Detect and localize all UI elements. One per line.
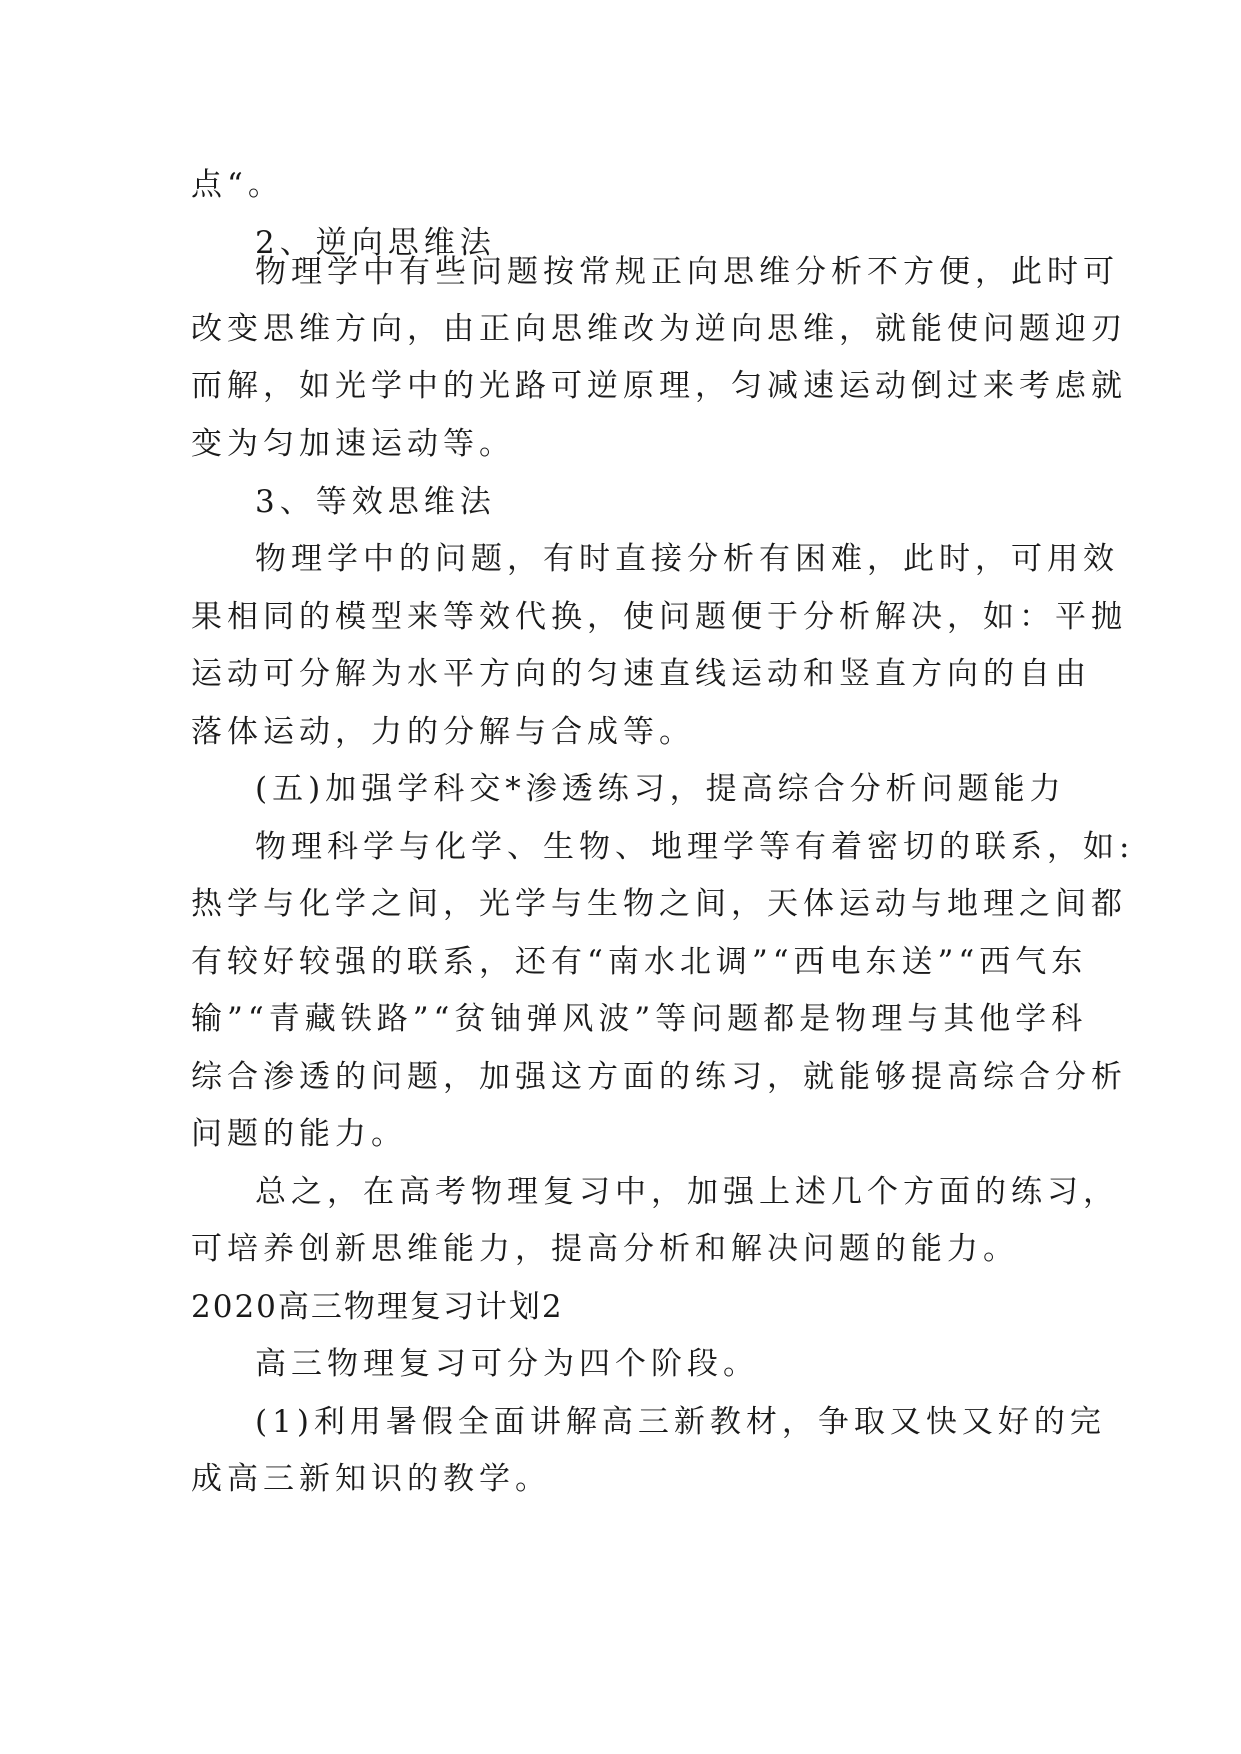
text-line: 物理科学与化学、生物、地理学等有着密切的联系，如:: [255, 829, 1135, 865]
text-line: 有较好较强的联系，还有“南水北调”“西电东送”“西气东: [191, 944, 1088, 980]
document-title: 2020高三物理复习计划2: [191, 1289, 564, 1325]
section-heading: 2、逆向思维法: [255, 225, 496, 261]
text-line: 果相同的模型来等效代换，使问题便于分析解决，如：平抛: [191, 599, 1127, 635]
text-line: 输”“青藏铁路”“贫铀弹风波”等问题都是物理与其他学科: [191, 1001, 1088, 1037]
text-line: 问题的能力。: [191, 1116, 407, 1152]
text-line: 高三物理复习可分为四个阶段。: [255, 1346, 759, 1382]
text-line: 物理学中的问题，有时直接分析有困难，此时，可用效: [255, 541, 1119, 577]
text-line: 运动可分解为水平方向的匀速直线运动和竖直方向的自由: [191, 656, 1091, 692]
text-line: 总之，在高考物理复习中，加强上述几个方面的练习，: [255, 1174, 1119, 1210]
text-line: 综合渗透的问题，加强这方面的练习，就能够提高综合分析: [191, 1059, 1127, 1095]
text-line: 改变思维方向，由正向思维改为逆向思维，就能使问题迎刃: [191, 311, 1127, 347]
section-heading: (五)加强学科交*渗透练习，提高综合分析问题能力: [255, 771, 1066, 807]
text-line: 热学与化学之间，光学与生物之间，天体运动与地理之间都: [191, 886, 1127, 922]
section-heading: 3、等效思维法: [255, 484, 496, 520]
text-line: 点“。: [191, 167, 284, 203]
text-line: 落体运动，力的分解与合成等。: [191, 714, 695, 750]
text-line: 成高三新知识的教学。: [191, 1461, 551, 1497]
text-line: (1)利用暑假全面讲解高三新教材，争取又快又好的完: [255, 1404, 1106, 1440]
text-line: 而解，如光学中的光路可逆原理，匀减速运动倒过来考虑就: [191, 368, 1127, 404]
text-line: 物理学中有些问题按常规正向思维分析不方便，此时可: [255, 254, 1119, 290]
text-line: 变为匀加速运动等。: [191, 426, 515, 462]
text-line: 可培养创新思维能力，提高分析和解决问题的能力。: [191, 1231, 1019, 1267]
